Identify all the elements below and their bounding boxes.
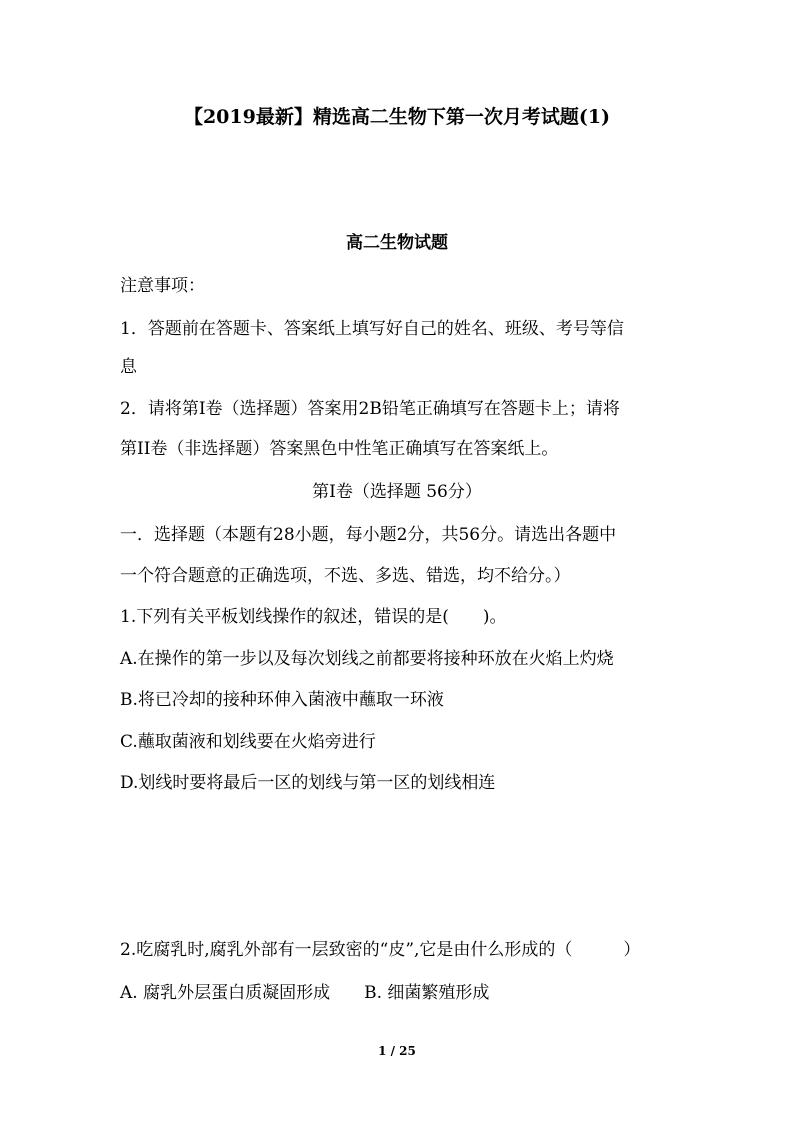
section-instructions-continued: 一个符合题意的正确选项，不选、多选、错选，均不给分。） xyxy=(120,566,571,586)
document-title: 【2019最新】精选高二生物下第一次月考试题(1) xyxy=(183,106,611,128)
notice-heading: 注意事项： xyxy=(120,276,205,296)
question-2-stem: 2.吃腐乳时,腐乳外部有一层致密的“皮”,它是由什么形成的（ ） xyxy=(120,940,641,960)
notice-item-1: 1．答题前在答题卡、答案纸上填写好自己的姓名、班级、考号等信 xyxy=(120,319,624,339)
question-1-option-a: A.在操作的第一步以及每次划线之前都要将接种环放在火焰上灼烧 xyxy=(120,649,614,669)
question-1-option-c: C.蘸取菌液和划线要在火焰旁进行 xyxy=(120,732,376,752)
notice-item-2-continued: 第II卷（非选择题）答案黑色中性笔正确填写在答案纸上。 xyxy=(120,439,559,459)
notice-item-2: 2．请将第Ⅰ卷（选择题）答案用2B铅笔正确填写在答题卡上；请将 xyxy=(120,399,620,419)
exam-subtitle: 高二生物试题 xyxy=(346,233,448,253)
question-1-stem: 1.下列有关平板划线操作的叙述，错误的是( )。 xyxy=(120,607,507,627)
part-one-title: 第Ⅰ卷（选择题 56分） xyxy=(312,482,482,502)
notice-item-1-continued: 息 xyxy=(120,357,137,377)
question-1-option-b: B.将已冷却的接种环伸入菌液中蘸取一环液 xyxy=(120,690,444,710)
question-1-option-d: D.划线时要将最后一区的划线与第一区的划线相连 xyxy=(120,773,496,793)
question-2-options: A. 腐乳外层蛋白质凝固形成 B. 细菌繁殖形成 xyxy=(120,983,490,1003)
section-instructions: 一．选择题（本题有28小题，每小题2分，共56分。请选出各题中 xyxy=(120,525,617,545)
page-number: 1 / 25 xyxy=(378,1044,416,1058)
